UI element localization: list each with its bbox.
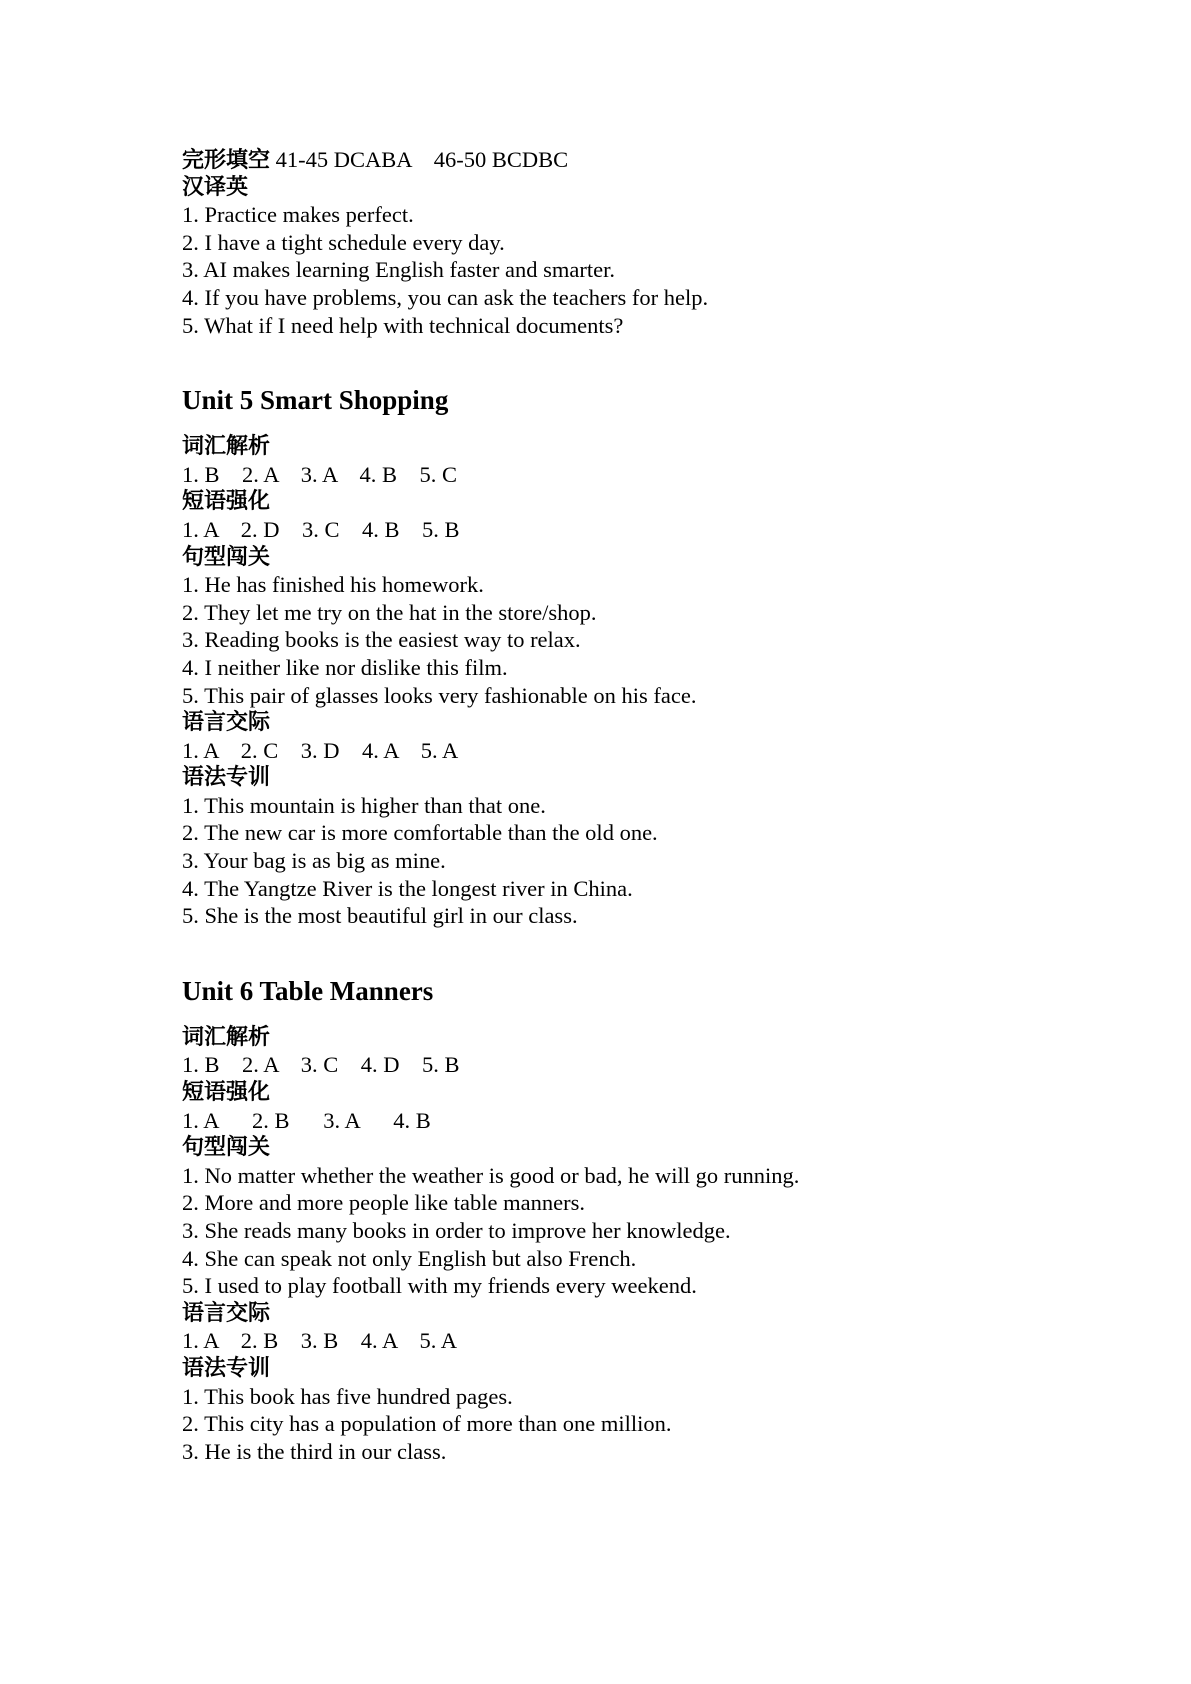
unit5-vocab-answers: 1. B 2. A 3. A 4. B 5. C <box>182 461 458 487</box>
unit6-communication-answers: 1. A 2. B 3. B 4. A 5. A <box>182 1328 458 1354</box>
answer-key-page <box>182 146 1082 1465</box>
cloze-label: 完形填空 <box>182 148 271 173</box>
unit6-grammar-item: 3. He is the third in our class. <box>182 1438 447 1464</box>
unit5-grammar-item: 1. This mountain is higher than that one. <box>182 792 546 818</box>
unit5-title: Unit 5 Smart Shopping <box>182 385 449 416</box>
translation-item: 1. Practice makes perfect. <box>182 202 414 228</box>
unit5-sentence-item: 2. They let me try on the hat in the store/shop. <box>182 599 597 625</box>
unit6-sentence-item: 5. I used to play football with my friends every weekend. <box>182 1273 697 1299</box>
unit6-phrase-answers: 1. A 2. B 3. A 4. B <box>182 1107 431 1133</box>
unit5-phrase-answers: 1. A 2. D 3. C 4. B 5. B <box>182 516 460 542</box>
unit5-sentence-item: 1. He has finished his homework. <box>182 572 484 598</box>
unit6-sentence-label: 句型闯关 <box>182 1135 271 1161</box>
unit5-grammar-item: 5. She is the most beautiful girl in our class. <box>182 903 578 929</box>
unit6-grammar-item: 1. This book has five hundred pages. <box>182 1383 513 1409</box>
unit5-grammar-item: 2. The new car is more comfortable than the old one. <box>182 820 658 846</box>
unit5-grammar-item: 4. The Yangtze River is the longest river in China. <box>182 875 633 901</box>
unit6-grammar-label: 语法专训 <box>182 1355 271 1381</box>
unit5-sentence-label: 句型闯关 <box>182 544 271 570</box>
translation-item: 5. What if I need help with technical documents? <box>182 312 624 338</box>
unit5-vocab-label: 词汇解析 <box>182 434 271 460</box>
translation-label: 汉译英 <box>182 174 249 200</box>
unit5-grammar-label: 语法专训 <box>182 765 271 791</box>
unit6-vocab-answers: 1. B 2. A 3. C 4. D 5. B <box>182 1052 460 1078</box>
translation-item: 3. AI makes learning English faster and smarter. <box>182 257 616 283</box>
unit5-sentence-item: 5. This pair of glasses looks very fashionable on his face. <box>182 682 697 708</box>
unit6-sentence-item: 4. She can speak not only English but also French. <box>182 1245 637 1271</box>
translation-item: 4. If you have problems, you can ask the teachers for help. <box>182 284 709 310</box>
unit5-communication-answers: 1. A 2. C 3. D 4. A 5. A <box>182 737 459 763</box>
unit5-sentence-item: 3. Reading books is the easiest way to relax. <box>182 627 581 653</box>
unit5-sentence-item: 4. I neither like nor dislike this film. <box>182 654 508 680</box>
unit6-sentence-item: 1. No matter whether the weather is good or bad, he will go running. <box>182 1162 800 1188</box>
unit6-vocab-label: 词汇解析 <box>182 1024 271 1050</box>
cloze-answers: 41-45 DCABA 46-50 BCDBC <box>270 147 569 172</box>
translation-item: 2. I have a tight schedule every day. <box>182 229 505 255</box>
unit6-sentence-item: 2. More and more people like table manners. <box>182 1190 585 1216</box>
unit6-phrase-label: 短语强化 <box>182 1080 271 1106</box>
unit5-grammar-item: 3. Your bag is as big as mine. <box>182 848 446 874</box>
unit5-communication-label: 语言交际 <box>182 710 271 736</box>
unit6-title: Unit 6 Table Manners <box>182 975 434 1006</box>
cloze-line <box>182 146 1082 174</box>
unit6-sentence-item: 3. She reads many books in order to improve her knowledge. <box>182 1218 731 1243</box>
unit6-communication-label: 语言交际 <box>182 1300 271 1326</box>
unit5-phrase-label: 短语强化 <box>182 489 271 515</box>
unit6-grammar-item: 2. This city has a population of more than one million. <box>182 1411 672 1437</box>
